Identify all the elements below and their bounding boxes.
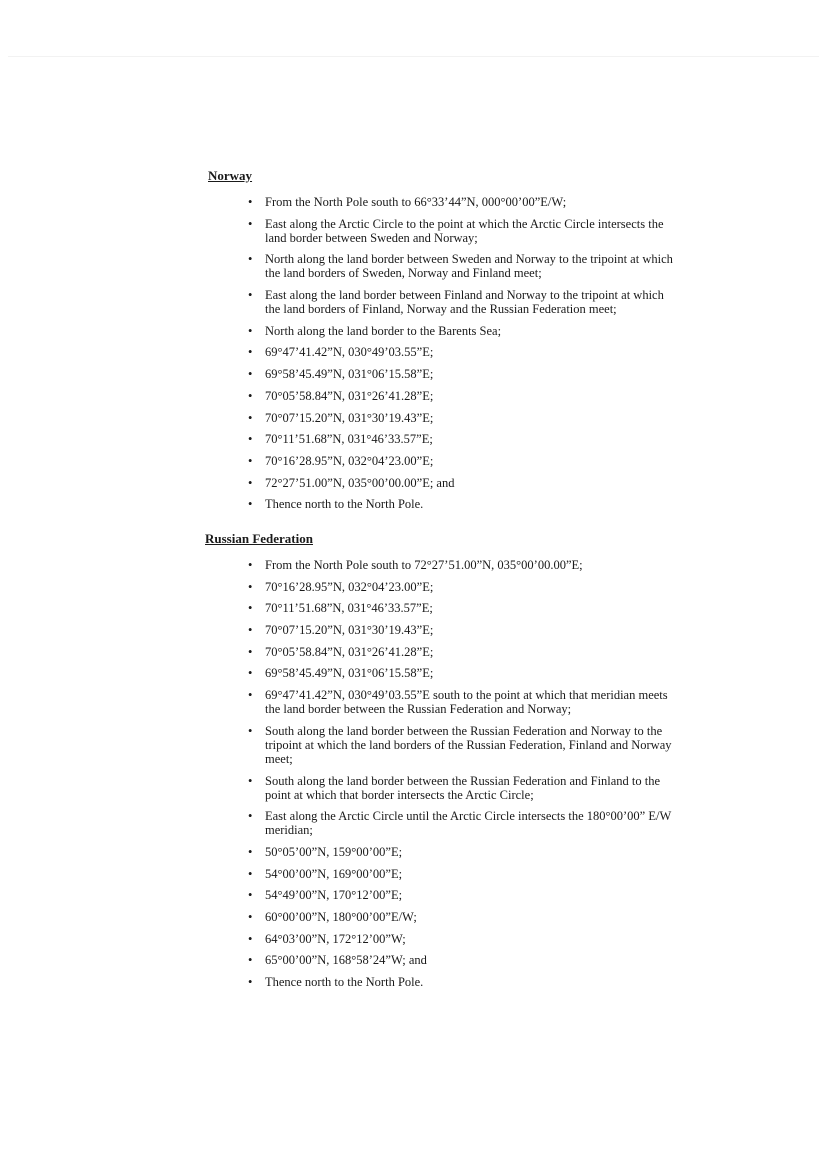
list-item [248, 688, 678, 716]
list-item-text: East along the Arctic Circle until the Arctic Circle intersects the 180°00’00” E/W meridian; [265, 809, 672, 838]
list-item [248, 288, 678, 316]
bullet-icon: • [248, 432, 253, 447]
list-item [248, 580, 678, 594]
norway-boundary-list [248, 195, 678, 519]
bullet-icon: • [248, 666, 253, 681]
list-item [248, 324, 678, 338]
list-item [248, 666, 678, 680]
list-item-text: 65°00’00”N, 168°58’24”W; and [265, 953, 427, 968]
list-item-text: 69°58’45.49”N, 031°06’15.58”E; [265, 367, 434, 382]
list-item-text: Thence north to the North Pole. [265, 497, 424, 512]
bullet-icon: • [248, 601, 253, 616]
bullet-icon: • [248, 623, 253, 638]
list-item-text: North along the land border between Sweden and Norway to the tripoint at which the land borders of Sweden, Norway and Finland meet; [265, 252, 673, 281]
list-item [248, 975, 678, 989]
list-item-text: 64°03’00”N, 172°12’00”W; [265, 931, 406, 946]
bullet-icon: • [248, 453, 253, 468]
bullet-icon: • [248, 195, 253, 209]
list-item [248, 888, 678, 902]
list-item-text: 69°58’45.49”N, 031°06’15.58”E; [265, 666, 434, 681]
bullet-icon: • [248, 909, 253, 924]
list-item-text: South along the land border between the Russian Federation and Finland to the point at which that border intersects the Arctic Circle; [265, 773, 661, 802]
bullet-icon: • [248, 497, 253, 512]
list-item [248, 623, 678, 637]
bullet-icon: • [248, 688, 253, 703]
bullet-icon: • [248, 975, 253, 989]
list-item-text: 69°47’41.42”N, 030°49’03.55”E; [265, 345, 434, 360]
list-item-text: East along the land border between Finland and Norway to the tripoint at which the land borders of Finland, Norway and the Russian Federation meet; [265, 288, 664, 317]
list-item [248, 454, 678, 468]
list-item [248, 601, 678, 615]
list-item-text: East along the Arctic Circle to the point at which the Arctic Circle intersects the land border between Sweden and Norway; [265, 216, 664, 245]
list-item-text: 70°05’58.84”N, 031°26’41.28”E; [265, 388, 434, 403]
list-item [248, 910, 678, 924]
list-item-text: North along the land border to the Barents Sea; [265, 323, 502, 338]
list-item-text: 70°16’28.95”N, 032°04’23.00”E; [265, 453, 434, 468]
list-item-text: 72°27’51.00”N, 035°00’00.00”E; and [265, 475, 455, 490]
list-item [248, 411, 678, 425]
bullet-icon: • [248, 723, 253, 738]
list-item-text: 70°16’28.95”N, 032°04’23.00”E; [265, 579, 434, 594]
bullet-icon: • [248, 252, 253, 267]
norway-heading: Norway [208, 168, 253, 183]
bullet-icon: • [248, 888, 253, 903]
list-item-text: 60°00’00”N, 180°00’00”E/W; [265, 909, 417, 924]
bullet-icon: • [248, 644, 253, 659]
list-item [248, 845, 678, 859]
bullet-icon: • [248, 345, 253, 360]
list-item [248, 867, 678, 881]
list-item [248, 195, 678, 209]
list-item [248, 252, 678, 280]
list-item [248, 217, 678, 245]
list-item-text: 70°07’15.20”N, 031°30’19.43”E; [265, 410, 434, 425]
list-item-text: From the North Pole south to 72°27’51.00”N, 035°00’00.00”E; [265, 558, 583, 572]
bullet-icon: • [248, 953, 253, 968]
list-item [248, 558, 678, 572]
list-item-text: 69°47’41.42”N, 030°49’03.55”E south to the point at which that meridian meets the land border between the Russian Federation and Norway; [265, 688, 668, 717]
bullet-icon: • [248, 367, 253, 382]
bullet-icon: • [248, 558, 253, 572]
bullet-icon: • [248, 475, 253, 490]
bullet-icon: • [248, 216, 253, 231]
list-item-text: From the North Pole south to 66°33’44”N, 000°00’00”E/W; [265, 195, 567, 209]
list-item [248, 497, 678, 511]
page-edge-line [8, 56, 819, 57]
list-item-text: 54°00’00”N, 169°00’00”E; [265, 866, 403, 881]
bullet-icon: • [248, 579, 253, 594]
bullet-icon: • [248, 410, 253, 425]
list-item-text: 70°05’58.84”N, 031°26’41.28”E; [265, 644, 434, 659]
list-item [248, 724, 678, 766]
list-item-text: 70°07’15.20”N, 031°30’19.43”E; [265, 623, 434, 638]
list-item [248, 345, 678, 359]
list-item [248, 932, 678, 946]
list-item-text: 50°05’00”N, 159°00’00”E; [265, 844, 403, 859]
bullet-icon: • [248, 844, 253, 859]
list-item [248, 953, 678, 967]
bullet-icon: • [248, 288, 253, 303]
list-item-text: South along the land border between the Russian Federation and Norway to the tripoint at which the land borders of the Russian Federation, Finland and Norway meet; [265, 723, 672, 766]
bullet-icon: • [248, 773, 253, 788]
list-item [248, 774, 678, 802]
list-item [248, 389, 678, 403]
russian-federation-boundary-list [248, 558, 678, 997]
list-item [248, 809, 678, 837]
list-item-text: 70°11’51.68”N, 031°46’33.57”E; [265, 601, 433, 616]
bullet-icon: • [248, 809, 253, 824]
bullet-icon: • [248, 866, 253, 881]
list-item [248, 476, 678, 490]
list-item [248, 645, 678, 659]
list-item-text: 70°11’51.68”N, 031°46’33.57”E; [265, 432, 433, 447]
bullet-icon: • [248, 323, 253, 338]
list-item [248, 432, 678, 446]
bullet-icon: • [248, 931, 253, 946]
russian-federation-heading: Russian Federation [205, 531, 313, 546]
list-item-text: 54°49’00”N, 170°12’00”E; [265, 888, 403, 903]
list-item [248, 367, 678, 381]
bullet-icon: • [248, 388, 253, 403]
list-item-text: Thence north to the North Pole. [265, 975, 424, 989]
